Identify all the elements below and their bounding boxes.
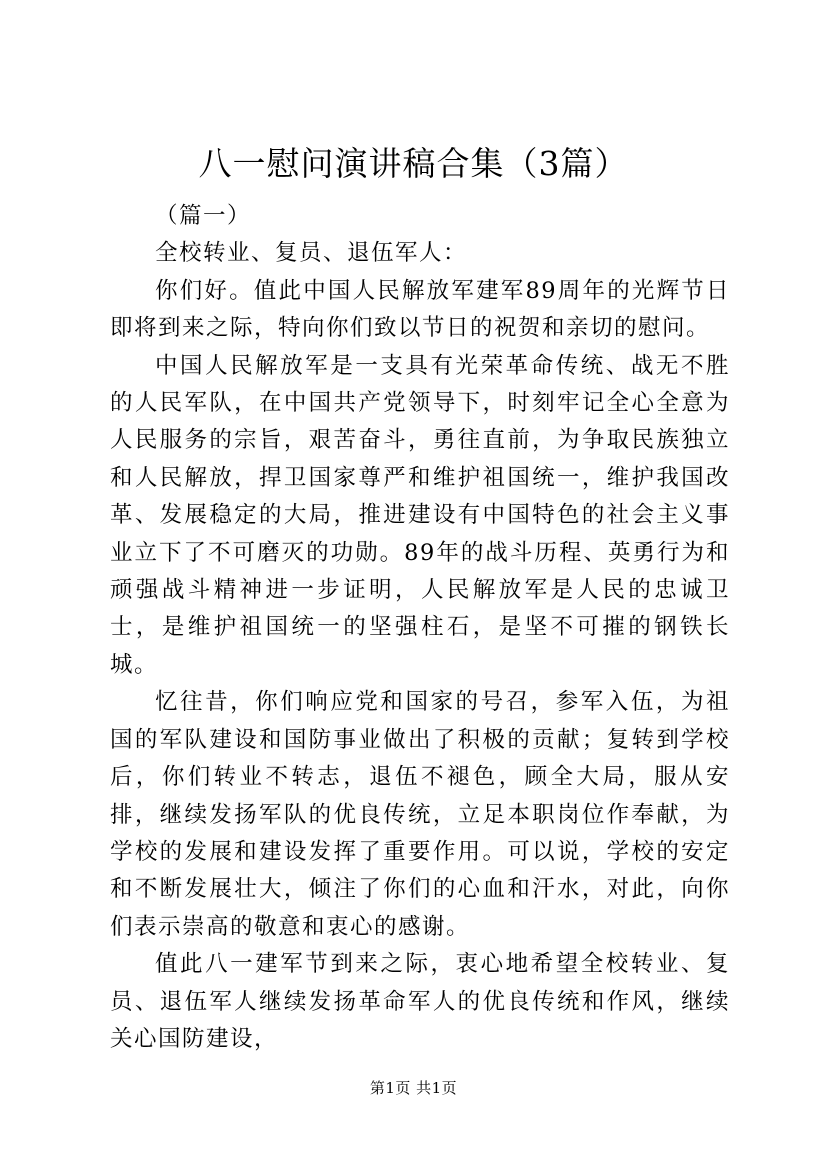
page-footer: 第1页 共1页 (369, 1079, 458, 1097)
document-title: 八一慰问演讲稿合集（3篇） (198, 144, 629, 183)
paragraph-salutation: 全校转业、复员、退伍军人： (155, 240, 468, 267)
document-body (110, 198, 730, 1058)
paragraph-greeting: 你们好。值此中国人民解放军建军89周年的光辉节日即将到来之际，特向你们致以节日的祝贺和亲切的慰问。 (110, 277, 730, 342)
paragraph-wishes: 值此八一建军节到来之际，衷心地希望全校转业、复员、退伍军人继续发扬革命军人的优良传统和作风，继续关心国防建设， (110, 951, 730, 1052)
section-label: （篇一） (155, 203, 252, 229)
paragraph-recollection: 忆往昔，你们响应党和国家的号召，参军入伍，为祖国的军队建设和国防事业做出了积极的贡献；复转到学校后，你们转业不转志，退伍不褪色，顾全大局，服从安排，继续发扬军队的优良传统，立足本职岗位作奉献，为学校的发展和建设发挥了重要作用。可以说，学校的安定和不断发展壮大，倾注了你们的心血和汗水，对此，向你们表示崇高的敬意和衷心的感谢。 (110, 689, 730, 940)
paragraph-army-history: 中国人民解放军是一支具有光荣革命传统、战无不胜的人民军队，在中国共产党领导下，时刻牢记全心全意为人民服务的宗旨，艰苦奋斗，勇往直前，为争取民族独立和人民解放，捍卫国家尊严和维护祖国统一，维护我国改革、发展稳定的大局，推进建设有中国特色的社会主义事业立下了不可磨灭的功勋。89年的战斗历程、英勇行为和顽强战斗精神进一步证明，人民解放军是人民的忠诚卫士，是维护祖国统一的坚强柱石，是坚不可摧的钢铁长城。 (110, 352, 730, 678)
